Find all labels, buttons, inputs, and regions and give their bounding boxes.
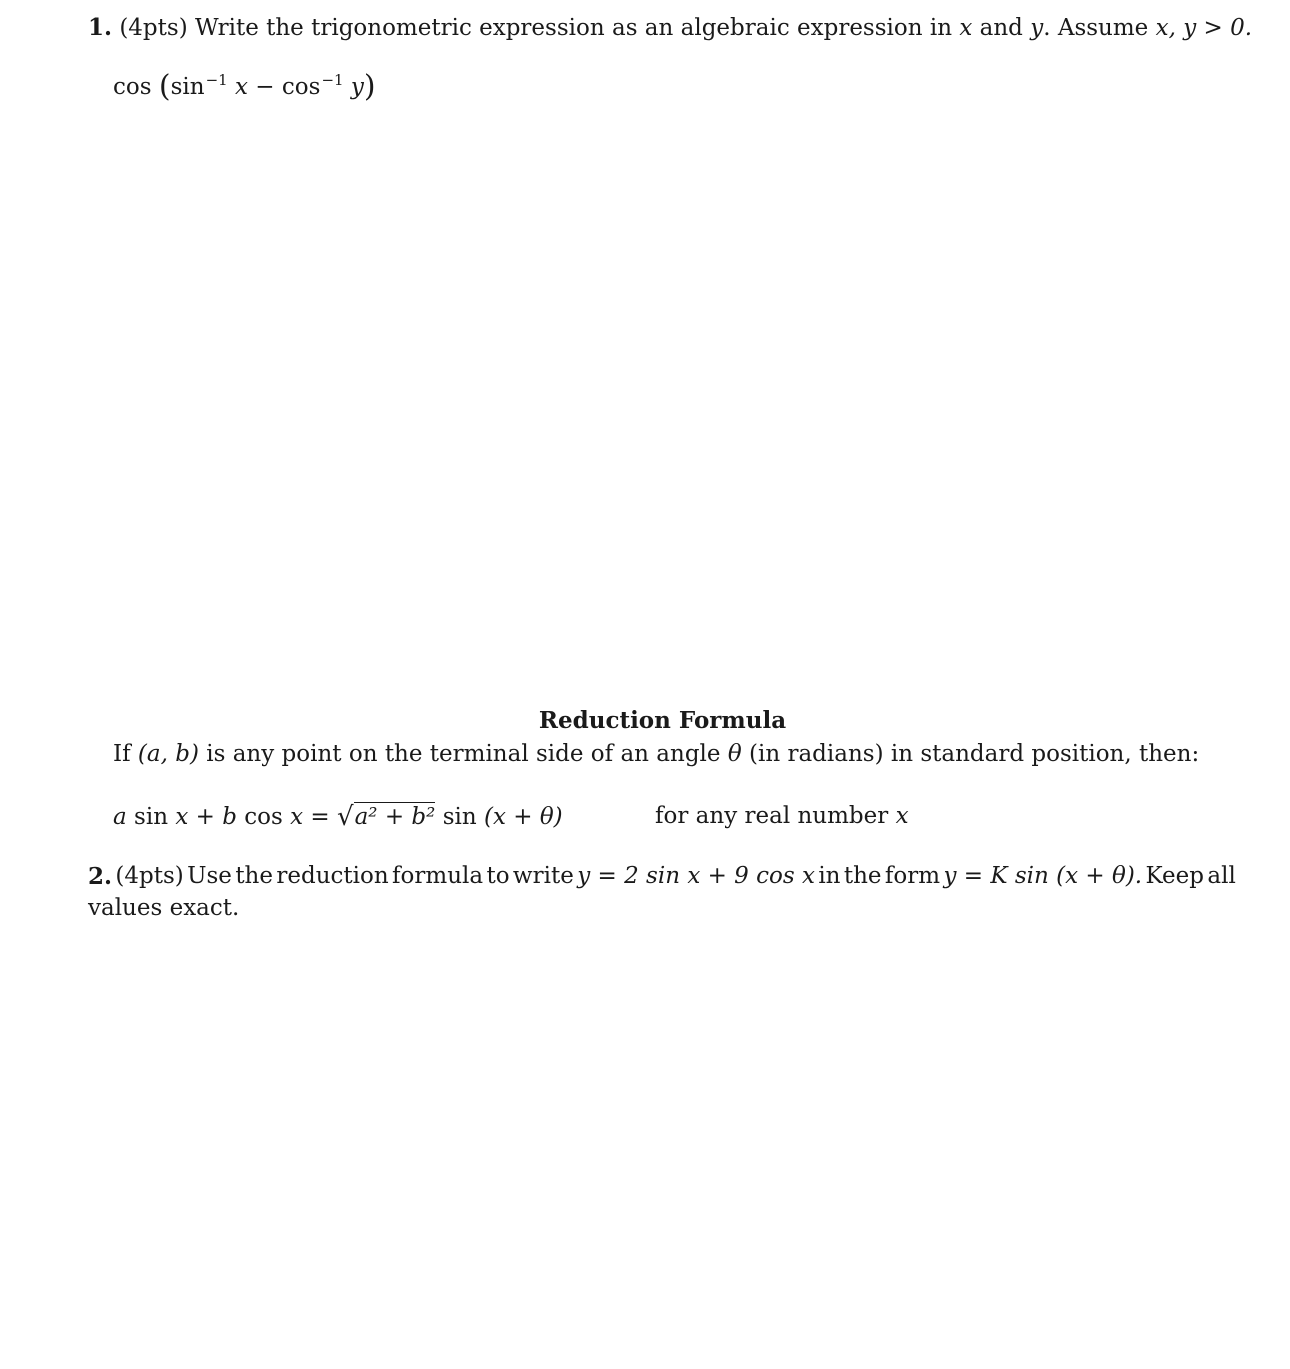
- q2-word-form: form: [884, 863, 941, 889]
- reduction-formula-title: Reduction Formula: [538, 707, 787, 734]
- expr-inverse-exponent-2: −1: [321, 71, 344, 89]
- question-1-text: Write the trigonometric expression as an algebraic expression in: [195, 15, 953, 41]
- lhs-plus: +: [195, 804, 215, 830]
- premise-point: (a, b): [137, 741, 199, 767]
- expr-close-paren: ): [363, 69, 376, 104]
- question-1-and: and: [979, 15, 1023, 41]
- note-variable: x: [895, 803, 909, 829]
- lhs-x-2: x: [290, 804, 304, 830]
- rhs-sin: sin: [442, 804, 477, 830]
- question-2-points: (4pts): [115, 863, 184, 889]
- q2-word-to: to: [486, 863, 510, 889]
- expr-open-paren: (: [158, 69, 171, 104]
- variable-y: y: [1030, 15, 1044, 41]
- expr-x: x: [235, 74, 248, 100]
- reduction-formula-premise: [113, 739, 1199, 770]
- question-1-assume: . Assume: [1043, 15, 1149, 41]
- q2-word-formula: formula: [392, 863, 484, 889]
- q2-word-reduction: reduction: [276, 863, 389, 889]
- q2-word-use: Use: [187, 863, 232, 889]
- lhs-b: b: [222, 804, 237, 830]
- question-2-continuation: values exact.: [88, 895, 240, 921]
- premise-theta: θ: [727, 741, 742, 767]
- expr-minus: −: [255, 74, 275, 100]
- q2-word-all: all: [1207, 863, 1236, 889]
- premise-if: If: [113, 741, 131, 767]
- lhs-x: x: [175, 804, 189, 830]
- expr-cos-2: cos: [281, 74, 321, 100]
- premise-text: is any point on the terminal side of an angle: [206, 741, 721, 767]
- premise-rest: (in radians) in standard position, then:: [749, 741, 1200, 767]
- reduction-formula-note: [655, 801, 909, 832]
- q2-equation: y = 2 sin x + 9 cos x: [577, 863, 815, 889]
- lhs-sin: sin: [134, 804, 169, 830]
- q2-word-the-2: the: [843, 863, 882, 889]
- expr-sin: sin: [170, 74, 205, 100]
- q2-word-the: the: [235, 863, 273, 889]
- expr-cos: cos: [113, 74, 152, 100]
- q2-word-in: in: [818, 863, 841, 889]
- question-2-number: 2.: [88, 863, 113, 890]
- q2-word-keep: Keep: [1145, 863, 1204, 889]
- equals-sign: =: [310, 804, 330, 830]
- condition-x: x: [1155, 15, 1169, 41]
- condition-rest: , y > 0.: [1168, 15, 1253, 41]
- rhs-argument: (x + θ): [483, 804, 563, 830]
- sqrt-radicand: a² + b²: [354, 804, 436, 830]
- question-1-expression: [113, 69, 376, 105]
- expr-inverse-exponent: −1: [205, 71, 228, 89]
- question-1-points: (4pts): [119, 15, 188, 41]
- sqrt-symbol: √: [337, 802, 354, 832]
- question-1-number: 1.: [88, 14, 113, 41]
- lhs-cos: cos: [244, 804, 283, 830]
- reduction-formula-equation: [113, 801, 563, 833]
- lhs-a: a: [113, 804, 127, 830]
- q2-target-form: y = K sin (x + θ).: [943, 863, 1143, 889]
- variable-x: x: [959, 15, 973, 41]
- note-text: for any real number: [655, 803, 889, 829]
- question-1-prompt: [88, 12, 1252, 44]
- expr-y: y: [350, 74, 364, 100]
- question-2-prompt: [88, 861, 1236, 892]
- q2-word-write: write: [512, 863, 574, 889]
